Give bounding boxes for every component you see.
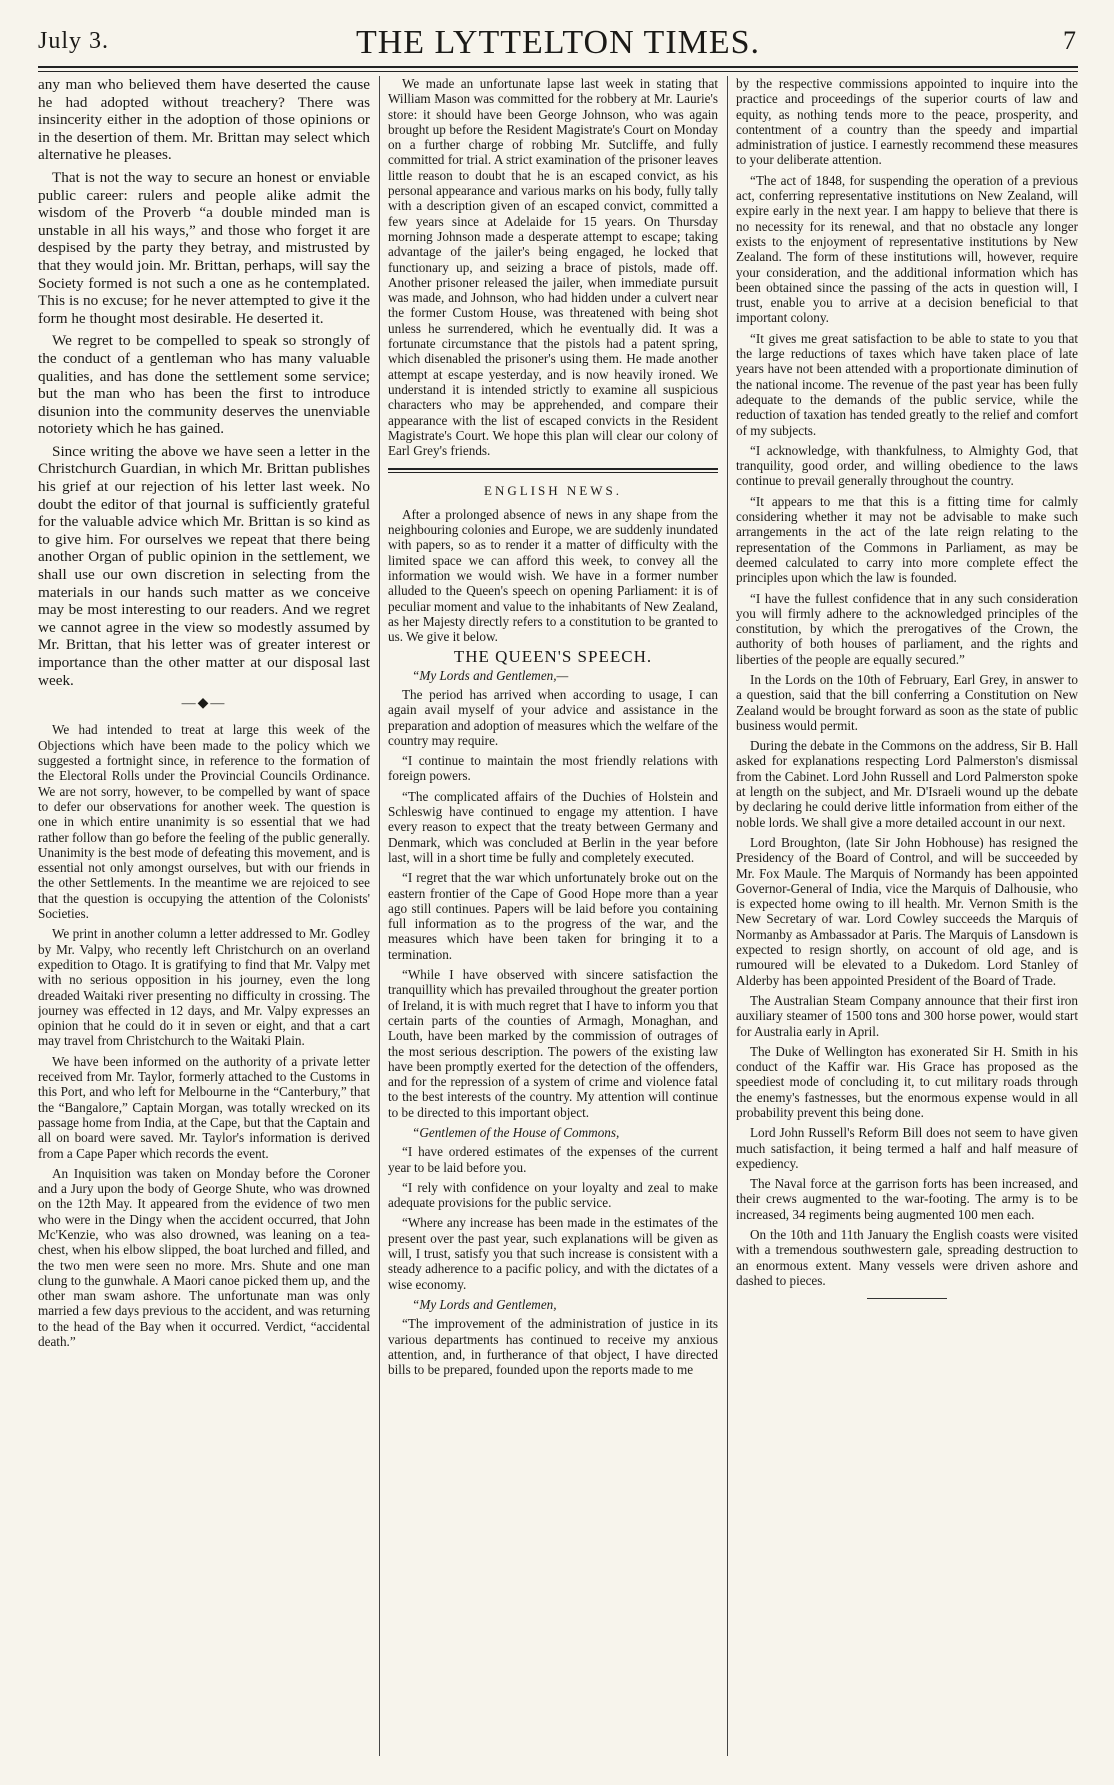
paragraph: “I continue to maintain the most friendly relations with foreign powers. bbox=[388, 753, 718, 784]
paragraph: “It appears to me that this is a fitting time for calmly considering whether it may not be advisable to make such arrangements in the act of the late reign relating to the representation of the Commons in Parliament, as may be deemed calculated to carry into more complete effect the principles upon which the law is founded. bbox=[736, 493, 1078, 586]
paragraph: We regret to be compelled to speak so strongly of the conduct of a gentleman who has many valuable qualities, and has done the settlement some service; but the man who has been the first to introduce disunion into the community deserves the unenviable notoriety which he has gained. bbox=[38, 332, 370, 438]
paragraph: In the Lords on the 10th of February, Earl Grey, in answer to a question, said that the bill conferring a Constitution on New Zealand would be brought forward as soon as the state of public business would permit. bbox=[736, 671, 1078, 733]
paragraph: That is not the way to secure an honest or enviable public career: rulers and people alike admit the wisdom of the Proverb “a double minded man is unstable in all his ways,” and those who forget it are despised by the party they betray, and mistrusted by that they would join. Mr. Brittan, perhaps, will say the Society formed is not such a one as he contemplated. This is no excuse; for he never attempted to give it the form he thought most desirable. He deserted it. bbox=[38, 168, 370, 327]
section-rule bbox=[388, 468, 718, 473]
paragraph: We have been informed on the authority of a private letter received from Mr. Taylor, formerly attached to the Customs in this Port, and who left for Melbourne in the “Canterbury,” that the “Bangalore,” Captain Morgan, was totally wrecked on its passage home from India, at the Cape, but that the Captain and all on board were saved. Mr. Taylor's information is derived from a Cape Paper which records the event. bbox=[38, 1053, 370, 1161]
paragraph: We made an unfortunate lapse last week in stating that William Mason was committed for the robbery at Mr. Laurie's store: it should have been George Johnson, who was again brought up before the Resident Magistrate's Court on Monday on a further charge of robbing Mr. Sutcliffe, and fully committed for trial. A strict examination of the prisoner leaves little reason to doubt that he is an escaped convict, as his personal appearance and various marks on his body, fully tally with a description given of an escaped convict, committed a few years since at Adelaide for 15 years. On Thursday morning Johnson made a desperate attempt to escape; taking advantage of the jailer's being engaged, he locked that functionary up, and seizing a brace of pistols, made off. Another prisoner released the jailer, when immediate pursuit was made, and Johnson, who had hidden under a culvert near the former Custom House, was threatened with being shot unless he surrendered, which he eventually did. It was a fortunate circumstance that the pistols had a patent spring, which disenabled the prisoner's using them. He made another attempt at escape yesterday, and is now heavily ironed. We understand it is intended strictly to examine all suspicious characters who may be apprehended, and compare their appearance with the list of escaped convicts in the Resident Magistrate's Court. We hope this plan will clear our colony of Earl Grey's friends. bbox=[388, 76, 718, 459]
paragraph: “The act of 1848, for suspending the operation of a previous act, conferring representative institutions on New Zealand, will expire early in the next year. I am happy to believe that there is no necessity for its renewal, and that no obstacle any longer exists to the enjoyment of representative institutions by New Zealand. The form of these institutions will, however, require your consideration, and the additional information which has been obtained since the passing of the acts in question will, I trust, enable you to arrive at a decision beneficial to that important colony. bbox=[736, 172, 1078, 326]
paragraph: During the debate in the Commons on the address, Sir B. Hall asked for explanations respecting Lord Palmerston's dismissal from the Cabinet. Lord John Russell and Lord Palmerston spoke at length on the subject, and Mr. D'Israeli wound up the debate by declaring he could derive little information from either of the noble lords. We shall give a more detailed account in our next. bbox=[736, 738, 1078, 830]
paragraph: by the respective commissions appointed to inquire into the practice and proceedings of the superior courts of law and equity, as nothing tends more to the peace, prosperity, and contentment of a country than the speedy and impartial administration of justice. I earnestly recommend these measures to your deliberate attention. bbox=[736, 76, 1078, 168]
paragraph: Lord John Russell's Reform Bill does not seem to have given much satisfaction, it being termed a half and half measure of expediency. bbox=[736, 1125, 1078, 1171]
issue-date: July 3. bbox=[38, 28, 110, 54]
salutation: “My Lords and Gentlemen, bbox=[412, 1296, 557, 1312]
paragraph: Lord Broughton, (late Sir John Hobhouse) has resigned the Presidency of the Board of Control, and will be succeeded by Mr. Fox Maule. The Marquis of Normandy has been appointed Governor-General of India, vice the Marquis of Dalhousie, who is expected home owing to ill health. Mr. Vernon Smith is the New Secretary of war. Lord Cowley succeeds the Marquis of Normanby as Ambassador at Paris. The Marquis of Lansdown is expected to resign shortly, on account of old age, and is rumoured will be elevated to a Dukedom. Lord Stanley of Alderby has been appointed President of the Board of Trade. bbox=[736, 834, 1078, 988]
paragraph: Since writing the above we have seen a letter in the Christchurch Guardian, in which Mr. Brittan publishes his grief at our rejection of his letter last week. No doubt the editor of that journal is sufficiently grateful for the valuable advice which Mr. Brittan is so kind as to give him. For ourselves we repeat that there being another Organ of public opinion in the settlement, we shall use our own discretion in selecting from the materials in our hands such matter as we conceive may be most interesting to our readers. And we regret we cannot agree in the view so modestly assumed by Mr. Brittan, that his letter was of greater interest or importance than the other matter at our disposal last week. bbox=[38, 442, 370, 689]
paragraph: The period has arrived when according to usage, I can again avail myself of your advice and assistance in the preparation and adoption of measures which the welfare of the country may require. bbox=[388, 686, 718, 748]
column-divider bbox=[727, 76, 728, 1756]
paragraph: “Where any increase has been made in the estimates of the present over the past year, such explanations will be given as will, I trust, satisfy you that such increase is consistent with a steady adherence to a pacific policy, and with the dictates of a wise economy. bbox=[388, 1215, 718, 1292]
paragraph: On the 10th and 11th January the English coasts were visited with a tremendous southwestern gale, spreading destruction to an enormous extent. Many vessels were driven ashore and dashed to pieces. bbox=[736, 1227, 1078, 1288]
salutation: “My Lords and Gentlemen,— bbox=[412, 667, 569, 683]
section-heading: ENGLISH NEWS. bbox=[484, 483, 622, 499]
paragraph: “I rely with confidence on your loyalty and zeal to make adequate provisions for the public service. bbox=[388, 1179, 718, 1211]
salutation: “Gentlemen of the House of Commons, bbox=[412, 1125, 620, 1140]
section-ornament: —◆— bbox=[181, 696, 227, 712]
newspaper-title: THE LYTTELTON TIMES. bbox=[355, 24, 761, 61]
masthead-rule bbox=[38, 71, 1078, 72]
paragraph: “It gives me great satisfaction to be able to state to you that the large reductions of taxes which have taken place of late years have not been attended with a proportionate diminution of the national income. The revenue of the past year has been fully adequate to the demands of the public service, while the reduction of taxation has tended greatly to the relief and comfort of my subjects. bbox=[736, 330, 1078, 438]
paragraph: We print in another column a letter addressed to Mr. Godley by Mr. Valpy, who recently left Christchurch on an overland expedition to Otago. It is gratifying to find that Mr. Valpy met with no serious opposition in his journey, even the long dreaded Waitaki river presenting no difficulty in crossing. The journey was effected in 12 days, and Mr. Valpy expresses an opinion that he could do it in seven or eight, and that a cart may travel from Christchurch to the Waitaki Plain. bbox=[38, 926, 370, 1049]
columns bbox=[38, 76, 1078, 1776]
paragraph: The Naval force at the garrison forts has been increased, and their crews augmented to the war-footing. The army is to be increased, 34 regiments being augmented 100 men each. bbox=[736, 1176, 1078, 1222]
paragraph: After a prolonged absence of news in any shape from the neighbouring colonies and Europe, we are suddenly inundated with papers, so as to render it a matter of difficulty with the limited space we can afford this week, to convey all the information we would wish. We have in a former number alluded to the Queen's speech on opening Parliament: it is of peculiar moment and value to the inhabitants of New Zealand, as her Majesty directly refers to a constitution to be granted to us. We give it below. bbox=[388, 506, 718, 645]
masthead bbox=[38, 22, 1078, 68]
column-2 bbox=[388, 76, 718, 1776]
paragraph: “I have the fullest confidence that in any such consideration you will firmly adhere to the acknowledged principles of the constitution, by which the prerogatives of the Crown, the authority of both houses of parliament, and the rights and liberties of the people are equally secured.” bbox=[736, 590, 1078, 667]
column-3 bbox=[736, 76, 1078, 1776]
paragraph: “I have ordered estimates of the expenses of the current year to be laid before you. bbox=[388, 1144, 718, 1175]
subsection-heading: THE QUEEN'S SPEECH. bbox=[453, 647, 653, 667]
paragraph: any man who believed them have deserted the cause he had adopted without treachery? There was insincerity either in the adoption of those opinions or in the desertion of them. Mr. Brittan may select which alternative he pleases. bbox=[38, 76, 370, 164]
paragraph: “I regret that the war which unfortunately broke out on the eastern frontier of the Cape of Good Hope more than a year ago still continues. Papers will be laid before you containing full information as to the progress of the war, and the measures which have been taken for bringing it to a termination. bbox=[388, 870, 718, 962]
page-number: 7 bbox=[1063, 26, 1076, 55]
column-divider bbox=[379, 76, 380, 1756]
paragraph: “The complicated affairs of the Duchies of Holstein and Schleswig have continued to engage my attention. I have every reason to expect that the treaty between Germany and Denmark, which was concluded at Berlin in the year before last, will in a short time be fully and completely executed. bbox=[388, 788, 718, 865]
paragraph: An Inquisition was taken on Monday before the Coroner and a Jury upon the body of George Shute, who was drowned on the 12th May. It appeared from the evidence of two men who were in the Dingy when the accident occurred, that John Mc'Kenzie, who was also drowned, was leaning on a tea-chest, when his elbow slipped, the boat lurched and filled, and the two men were seen no more. Mrs. Shute and one man clung to the gunwhale. A Maori canoe picked them up, and the other man swam ashore. The unfortunate man was only married a few days previous to the accident, and was returning to the head of the Bay when it occurred. Verdict, “accidental death.” bbox=[38, 1165, 370, 1350]
paragraph: We had intended to treat at large this week of the Objections which have been made to the policy which we suggested a fortnight since, in reference to the formation of the Electoral Rolls under the Provincial Councils Ordinance. We are not sorry, however, to be compelled by want of space to defer our observations for another week. The question is one in which entire unanimity is so essential that we had rather follow than go before the feeling of the public generally. Unanimity is the best mode of defeating this movement, and is essential not only amongst ourselves, but with our friends in the other Settlements. In the meantime we are rejoiced to see that the question is occupying the attention of the Colonists' Societies. bbox=[38, 722, 370, 922]
paragraph: “The improvement of the administration of justice in its various departments has continued to receive my anxious attention, and, in furtherance of that object, I have directed bills to be prepared, founded upon the reports made to me bbox=[388, 1316, 718, 1378]
end-rule bbox=[867, 1298, 947, 1299]
paragraph: The Australian Steam Company announce that their first iron auxiliary steamer of 1500 tons and 300 horse power, would start for Australia early in April. bbox=[736, 992, 1078, 1039]
paragraph: “I acknowledge, with thankfulness, to Almighty God, that tranquility, good order, and willing obedience to the laws continue to prevail generally throughout the country. bbox=[736, 442, 1078, 489]
paragraph: The Duke of Wellington has exonerated Sir H. Smith in his conduct of the Kaffir war. His Grace has proposed as the speediest mode of concluding it, to cut military roads through the enemy's fastnesses, but the enormous expense would in all probability prevent this being done. bbox=[736, 1043, 1078, 1120]
paragraph: “While I have observed with sincere satisfaction the tranquillity which has prevailed throughout the greater portion of Ireland, it is with much regret that I have to inform you that certain parts of the counties of Armagh, Monaghan, and Louth, have been marked by the commission of outrages of the most serious description. The powers of the existing law have been promptly exerted for the detection of the offenders, and for the repression of a system of crime and violence fatal to the best interests of the country. My attention will continue to be directed to this important object. bbox=[388, 967, 718, 1120]
column-1 bbox=[38, 76, 370, 1776]
